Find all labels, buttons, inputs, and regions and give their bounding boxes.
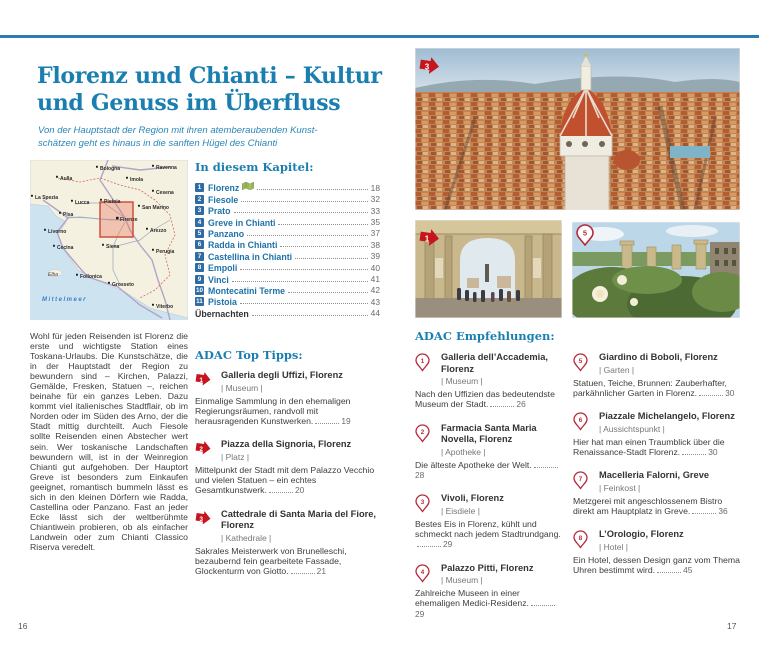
map-label-pisa: Pisa	[63, 212, 74, 218]
chapter-page: 41	[370, 274, 380, 285]
page-title	[37, 63, 382, 117]
chapter-item-uebernachten[interactable]	[195, 307, 380, 318]
chapter-page: 39	[370, 251, 380, 262]
dotted-leader	[531, 603, 555, 606]
pin-marker-icon	[573, 353, 588, 377]
recommendation-7[interactable]	[573, 470, 740, 516]
map-city-dot	[100, 199, 102, 201]
entry-description: Metzgerei mit angeschlossenem Bistro direkt am Hauptplatz in Greve.	[573, 495, 723, 516]
photo-marker-arrow[interactable]	[419, 56, 441, 76]
map-label-mittelmeer: Mittelmeer	[42, 297, 88, 303]
map-city-dot	[56, 176, 58, 178]
arrow-marker-icon	[195, 510, 212, 531]
map-label-san-marino: San Marino	[142, 205, 169, 211]
pin-marker-icon	[573, 530, 588, 554]
map-city-dot	[31, 195, 33, 197]
entry-page: 29	[443, 539, 453, 550]
dotted-leader	[252, 315, 368, 316]
entry-description: Hier hat man einen Traumblick über die Renaissance-Stadt Florenz.	[573, 436, 725, 457]
entry-category: | Eisdiele |	[441, 505, 480, 516]
pin-marker-icon	[415, 494, 430, 518]
photo-marker-pin[interactable]	[576, 224, 594, 246]
badge-number: 5	[578, 357, 583, 365]
map-city-dot	[138, 205, 140, 207]
chapter-number-badge: 9	[195, 275, 204, 284]
intro-text: Wohl für jeden Reisenden ist Florenz die erste und wichtigste Station eines Toskana-Urlaubs. Die Kunstschätze, die in der Hauptstadt der Region zu bewundern sind – Kirchen, Palazzi, Gemälde, Fresken, Statuen –, reichen beinahe für ein ganzes Leben. Dazu kommt viel italienisches Stadtflair, ob im Norden oder im Süden des Arno, der die Stadt mittig durchteilt. Auch Fiesole sollte Reisenden einen Abstecher wert sein. Wer toskanische Landschaften bewundern will, ist in der Weinregion Chianti gut aufgehoben. Der Hauptort Greve ist besonders zum Einkaufen geeignet, romantisch bummeln lässt es sich in den kleinen Dörfern wie Radda, Castellina oder Panzano. Fast an jeder Ecke lässt sich der weltberühmte Chiantiwein probieren, ob als einfacher Landwein oder zum Chianti Classico Riserva veredelt.	[30, 331, 188, 552]
dotted-leader	[692, 511, 716, 514]
entry-title: Palazzo Pitti, Florenz	[441, 562, 534, 573]
chapter-page: 18	[370, 182, 380, 193]
entry-title: Galleria degli Uffizi, Florenz	[221, 370, 343, 380]
chapter-number-badge: 6	[195, 240, 204, 249]
chapter-page: 43	[370, 296, 380, 307]
map-city-dot	[71, 200, 73, 202]
chapter-page: 42	[370, 285, 380, 296]
recommendation-6[interactable]	[573, 411, 740, 457]
map-label-aulla: Aulla	[60, 176, 73, 182]
map-city-dot	[108, 282, 110, 284]
map-label-elba: Elba	[48, 272, 59, 278]
entry-category: | Feinkost |	[599, 482, 641, 493]
chapter-number-badge: 5	[195, 229, 204, 238]
arrow-marker-icon	[195, 440, 212, 461]
map-label-viterbo: Viterbo	[156, 304, 174, 310]
map-label-lucca: Lucca	[75, 200, 90, 206]
dotted-leader	[417, 544, 441, 547]
photo-marker-number: 3	[424, 62, 430, 72]
entry-title: L’Orologio, Florenz	[599, 529, 684, 540]
map-label-la-spezia: La Spezia	[35, 195, 59, 201]
chapter-number-badge: 3	[195, 206, 204, 215]
entry-description: Sakrales Meisterwerk von Brunelleschi, bezaubernd fein gearbeitete Fassade, Glockenturm von Giotto.	[195, 545, 347, 577]
map-label-pistoia: Pistoia	[104, 199, 121, 205]
photo-uffizi-loggia[interactable]	[415, 220, 562, 318]
map-label-bologna: Bologna	[100, 166, 120, 172]
chapter-label: Vinci	[208, 274, 229, 285]
recommendation-5[interactable]	[573, 352, 740, 398]
top-tips-list	[195, 370, 380, 577]
map-city-dot	[126, 177, 128, 179]
badge-number: 8	[578, 535, 583, 543]
map-label-cecina: Cecina	[57, 245, 74, 251]
recommendations-columns	[415, 352, 740, 632]
chapter-item-7[interactable]	[195, 250, 380, 261]
region-map[interactable]	[30, 160, 188, 320]
chapter-item-8[interactable]	[195, 262, 380, 273]
dotted-leader	[269, 490, 293, 493]
entry-description: Bestes Eis in Florenz, kühlt und schmeckt nach jedem Stadtrundgang.	[415, 518, 561, 539]
entry-title: Vivoli, Florenz	[441, 493, 504, 504]
entry-description: Nach den Uffizien das bedeutendste Museum der Stadt.	[415, 389, 555, 410]
map-city-dot	[96, 166, 98, 168]
map-label-firenze: Firenze	[120, 217, 138, 223]
badge-number: 3	[199, 515, 204, 523]
chapter-item-6[interactable]	[195, 239, 380, 250]
chapter-page: 32	[370, 194, 380, 205]
photo-roof-glass	[670, 146, 710, 158]
top-tip-3[interactable]	[195, 509, 380, 577]
entry-category: | Museum |	[441, 575, 483, 586]
map-city-dot	[152, 249, 154, 251]
chapter-page: 35	[370, 217, 380, 228]
map-label-follonica: Follonica	[80, 274, 102, 280]
entry-title: Farmacia Santa Maria Novella, Florenz	[441, 422, 537, 445]
top-tips-header: ADAC Top Tipps:	[195, 348, 303, 362]
dotted-leader	[295, 258, 368, 259]
map-label-livorno: Livorno	[48, 229, 67, 235]
entry-category: | Apotheke |	[441, 446, 486, 457]
chapter-label: Pistoia	[208, 297, 237, 308]
entry-title: Piazza della Signoria, Florenz	[221, 439, 352, 450]
map-city-dot	[152, 165, 154, 167]
chapter-page: 33	[370, 205, 380, 216]
top-divider	[0, 35, 759, 38]
badge-number: 1	[420, 357, 425, 365]
dotted-leader	[315, 421, 339, 424]
chapter-number-badge: 1	[195, 183, 204, 192]
recommendations-header: ADAC Empfehlungen:	[415, 329, 555, 343]
chapter-label: Montecatini Terme	[208, 285, 286, 296]
map-label-cesena: Cesena	[156, 190, 174, 196]
badge-number: 4	[420, 568, 425, 576]
chapter-label: Fiesole	[208, 194, 239, 205]
dotted-leader	[291, 571, 315, 574]
dotted-leader	[232, 281, 368, 282]
recommendations-col1	[415, 352, 565, 632]
map-city-dot	[102, 244, 104, 246]
map-icon	[242, 182, 254, 192]
dotted-leader	[247, 235, 368, 236]
dotted-leader	[280, 246, 367, 247]
page-title-line2: und Genuss im Überfluss	[37, 89, 341, 116]
dotted-leader	[699, 393, 723, 396]
top-tip-1[interactable]	[195, 370, 380, 426]
chapter-item-3[interactable]	[195, 205, 380, 216]
entry-page: 36	[718, 505, 728, 516]
pin-marker-icon	[573, 471, 588, 495]
chapter-label: Übernachten	[195, 308, 249, 319]
pin-marker-icon	[573, 412, 588, 436]
entry-title: Galleria dell’Accademia, Florenz	[441, 352, 548, 374]
chapter-page: 37	[370, 228, 380, 239]
map-label-siena: Siena	[106, 244, 120, 250]
recommendations-col2	[573, 352, 740, 632]
entry-title: Cattedrale di Santa Maria del Fiore, Florenz	[221, 508, 376, 531]
entry-description: Ein Hotel, dessen Design ganz vom Thema Uhren bestimmt wird.	[573, 554, 740, 576]
subtitle-line2: schätzen geht es hinaus in die sanften Hügel des Chianti	[38, 138, 278, 149]
chapter-number-badge: 8	[195, 263, 204, 272]
chapter-number-badge: 10	[195, 286, 203, 294]
entry-page: 21	[316, 566, 326, 577]
subtitle-line1: Von der Hauptstadt der Region mit ihren atemberaubenden Kunst-	[38, 124, 318, 136]
photo-marker-number: 1	[424, 234, 430, 244]
dotted-leader	[288, 292, 368, 293]
entry-category: | Hotel |	[599, 541, 628, 552]
chapter-item-1[interactable]	[195, 182, 380, 193]
badge-number: 1	[199, 376, 204, 384]
entry-description: Einmalige Sammlung in den ehemaligen Regierungsräumen, randvoll mit herausragenden Kunstwerken.	[195, 395, 351, 427]
photo-statue-niche	[435, 258, 443, 278]
badge-number: 6	[578, 416, 583, 424]
photo-marker-arrow[interactable]	[419, 228, 441, 248]
chapter-label: Florenz	[208, 183, 240, 194]
entry-category: | Platz |	[221, 451, 250, 462]
entry-page: 28	[415, 469, 425, 480]
dotted-leader	[257, 189, 367, 190]
map-city-dot	[152, 304, 154, 306]
map-label-grosseto: Grosseto	[112, 282, 134, 288]
chapter-label: Radda in Chianti	[208, 240, 278, 251]
chapter-item-10[interactable]	[195, 285, 380, 296]
chapter-label: Castellina in Chianti	[208, 251, 293, 262]
chapter-label: Empoli	[208, 263, 238, 274]
chapter-number-badge: 7	[195, 252, 204, 261]
entry-category: | Garten |	[599, 364, 635, 375]
badge-number: 7	[578, 475, 583, 483]
entry-page: 30	[725, 387, 735, 398]
page-subtitle	[38, 124, 368, 151]
entry-title: Macelleria Falorni, Greve	[599, 470, 710, 481]
top-tips-panel	[195, 348, 380, 590]
map-city-dot	[53, 245, 55, 247]
recommendation-3[interactable]	[415, 493, 565, 549]
recommendation-8[interactable]	[573, 529, 740, 575]
badge-number: 2	[199, 446, 204, 454]
recommendations-panel	[415, 329, 740, 351]
map-label-imola: Imola	[130, 177, 144, 183]
entry-category: | Museum |	[221, 382, 263, 393]
map-label-perugia: Perugia	[156, 249, 175, 255]
dotted-leader	[241, 201, 367, 202]
photo-floor	[415, 298, 562, 318]
map-label-arezzo: Arezzo	[150, 228, 167, 234]
entry-title: Piazzale Michelangelo, Florenz	[599, 411, 735, 422]
entry-page: 20	[294, 485, 305, 496]
arrow-marker-icon	[195, 371, 212, 392]
entry-page: 19	[341, 416, 351, 427]
map-city-dot	[116, 217, 119, 220]
top-tip-2[interactable]	[195, 439, 380, 495]
chapter-page: 44	[370, 308, 380, 319]
map-label-ravenna: Ravenna	[156, 165, 177, 171]
chapter-page: 38	[370, 239, 380, 250]
map-city-dot	[76, 274, 78, 276]
map-city-dot	[59, 212, 61, 214]
dotted-leader	[682, 452, 706, 455]
entry-page: 30	[708, 446, 718, 457]
recommendation-2[interactable]	[415, 423, 565, 481]
chapter-number-badge: 11	[196, 298, 203, 306]
chapter-number-badge: 4	[195, 218, 204, 227]
chapter-page: 40	[370, 262, 380, 273]
photo-boboli-garden[interactable]	[572, 222, 740, 318]
entry-category: | Kathedrale |	[221, 532, 272, 543]
entry-description: Die älteste Apotheke der Welt.	[415, 459, 532, 470]
dotted-leader	[534, 465, 558, 468]
chapter-item-5[interactable]	[195, 228, 380, 239]
page-number-left: 16	[18, 621, 28, 631]
badge-number: 2	[420, 428, 425, 436]
dotted-leader	[490, 404, 514, 407]
entry-page: 26	[516, 399, 526, 410]
map-city-dot	[146, 228, 148, 230]
chapter-list	[195, 182, 380, 319]
photo-duomo-aerial[interactable]	[415, 48, 740, 210]
dotted-leader	[240, 303, 368, 304]
chapter-item-11[interactable]	[195, 296, 380, 307]
map-city-dot	[152, 190, 154, 192]
entry-page: 29	[415, 608, 425, 619]
dotted-leader	[234, 212, 368, 213]
recommendation-1[interactable]	[415, 352, 565, 410]
pin-marker-icon	[415, 353, 430, 377]
chapter-label: Prato	[208, 206, 231, 217]
photo-marker-number: 5	[582, 228, 588, 238]
entry-description: Zahlreiche Museen in einer ehemaligen Medici-Residenz.	[415, 588, 529, 609]
entry-description: Mittelpunkt der Stadt mit dem Palazzo Vecchio und vielen Statuen – ein echtes Gesamtkunstwerk.	[195, 464, 375, 496]
dotted-leader	[240, 269, 367, 270]
chapter-header: In diesem Kapitel:	[195, 160, 314, 174]
pin-marker-icon	[415, 424, 430, 448]
entry-title: Giardino di Boboli, Florenz	[599, 352, 718, 362]
badge-number: 3	[420, 498, 425, 506]
chapter-number-badge: 2	[195, 195, 204, 204]
map-city-dot	[44, 229, 46, 231]
chapter-label: Panzano	[208, 228, 245, 239]
page-number-right: 17	[727, 621, 737, 631]
chapter-item-4[interactable]	[195, 216, 380, 227]
chapter-panel	[195, 160, 380, 319]
entry-category: | Aussichtspunkt |	[599, 423, 665, 434]
pin-marker-icon	[415, 564, 430, 588]
chapter-item-9[interactable]	[195, 273, 380, 284]
recommendation-4[interactable]	[415, 563, 565, 619]
chapter-label: Greve in Chianti	[208, 217, 276, 228]
entry-category: | Museum |	[441, 376, 483, 386]
dotted-leader	[657, 570, 681, 573]
page-title-line1: Florenz und Chianti – Kultur	[37, 62, 382, 89]
dotted-leader	[278, 224, 367, 225]
entry-page: 45	[683, 565, 693, 576]
chapter-item-2[interactable]	[195, 193, 380, 204]
entry-description: Statuen, Teiche, Brunnen: Zauberhafter, parkähnlicher Garten in Florenz.	[573, 377, 727, 398]
